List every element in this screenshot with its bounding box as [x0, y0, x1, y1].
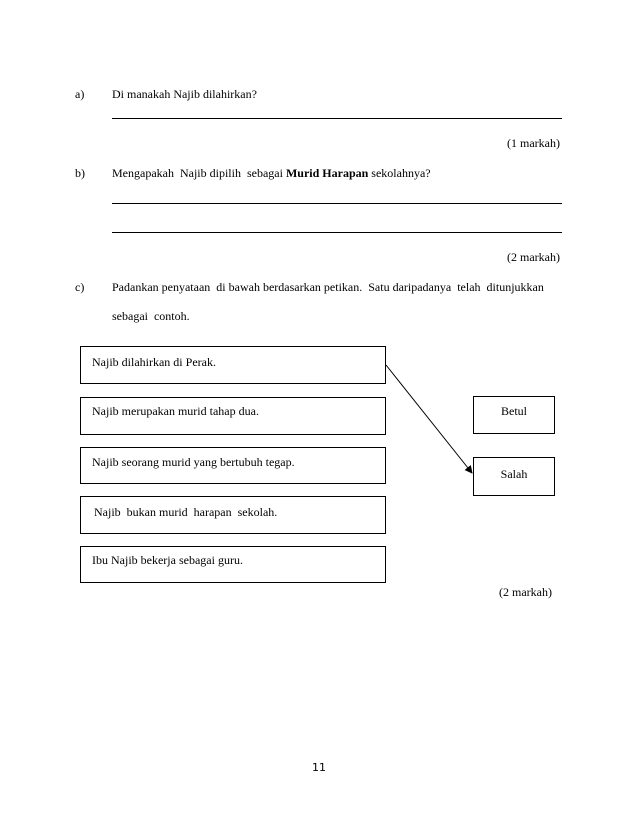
question-b-text-bold: Murid Harapan — [285, 166, 369, 180]
question-b-label: b) — [75, 166, 85, 180]
question-b-text-after: sekolahnya? — [368, 166, 431, 180]
statement-box-3[interactable] — [80, 447, 386, 484]
statement-box-1[interactable] — [80, 346, 386, 384]
statement-text-3: Najib seorang murid yang bertubuh tegap. — [92, 455, 295, 469]
statement-text-4: Najib bukan murid harapan sekolah. — [91, 505, 278, 519]
question-c-marks: (2 markah) — [499, 585, 552, 599]
statement-box-5[interactable] — [80, 546, 386, 583]
question-c-label: c) — [75, 280, 85, 294]
answer-line-b-2[interactable] — [112, 232, 562, 233]
question-b-text-before: Mengapakah Najib dipilih sebagai — [112, 166, 286, 180]
statement-box-2[interactable] — [80, 397, 386, 435]
page-number: 11 — [312, 761, 326, 774]
option-box-betul[interactable] — [473, 396, 555, 434]
question-c-instruction-line2: sebagai contoh. — [112, 309, 190, 323]
option-box-salah[interactable] — [473, 457, 555, 496]
question-a-text: Di manakah Najib dilahirkan? — [112, 87, 257, 101]
statement-box-4[interactable] — [80, 496, 386, 534]
question-a-marks: (1 markah) — [507, 136, 560, 150]
statement-text-1: Najib dilahirkan di Perak. — [92, 355, 216, 369]
option-text-salah: Salah — [500, 467, 528, 481]
question-b-marks: (2 markah) — [507, 250, 560, 264]
answer-line-a[interactable] — [112, 118, 562, 119]
statement-text-5: Ibu Najib bekerja sebagai guru. — [92, 553, 243, 567]
answer-line-b-1[interactable] — [112, 203, 562, 204]
question-c-instruction-line1: Padankan penyataan di bawah berdasarkan petikan. Satu daripadanya telah ditunjukkan — [112, 280, 544, 294]
statement-text-2: Najib merupakan murid tahap dua. — [92, 404, 259, 418]
option-text-betul: Betul — [501, 404, 527, 418]
question-b-text — [112, 166, 431, 181]
question-a-label: a) — [75, 87, 85, 101]
